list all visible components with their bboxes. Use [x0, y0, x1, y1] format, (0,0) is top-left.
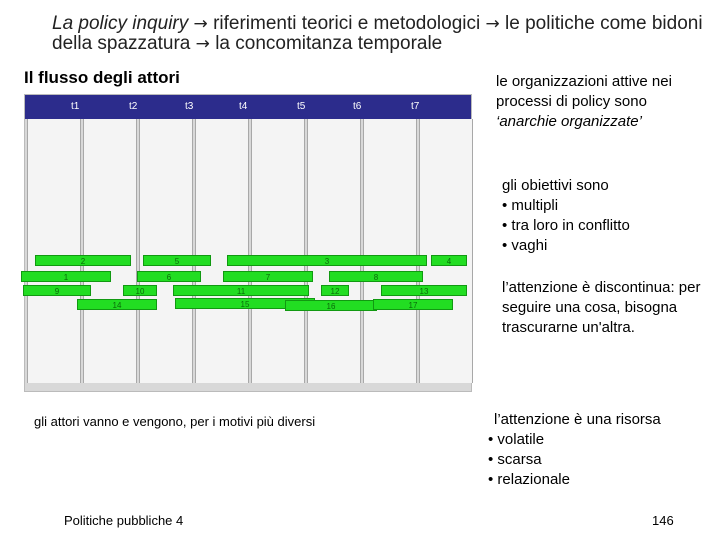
actor-bar: 12	[321, 285, 349, 296]
time-column	[419, 119, 473, 383]
goals-heading: gli obiettivi sono	[502, 177, 609, 194]
arrow-icon: →	[195, 34, 210, 54]
resource-item: • volatile	[488, 431, 545, 448]
title-part-3: le politiche come bidoni della spazzatura	[52, 13, 703, 54]
actor-bar: 8	[329, 271, 423, 282]
diagram-caption: gli attori vanno e vengono, per i motivi più diversi	[34, 414, 316, 429]
time-column	[307, 119, 361, 383]
actor-bar: 2	[35, 255, 131, 266]
time-column	[27, 119, 81, 383]
goal-item: • tra loro in conflitto	[502, 217, 630, 234]
organized-anarchies: ‘anarchie organizzate’	[496, 113, 642, 130]
actor-bar: 4	[431, 255, 467, 266]
resource-item: • scarsa	[488, 451, 542, 468]
actor-bar: 6	[137, 271, 201, 282]
time-column	[363, 119, 417, 383]
title-part-4: la concomitanza temporale	[215, 33, 443, 54]
section-subtitle: Il flusso degli attori	[24, 68, 180, 87]
actor-flow-diagram	[24, 94, 472, 392]
actor-bar: 16	[285, 300, 377, 311]
actor-bar: 10	[123, 285, 157, 296]
actor-bar: 11	[173, 285, 309, 296]
tick-label: t2	[129, 101, 138, 112]
actor-bar: 14	[77, 299, 157, 310]
slide-title	[52, 14, 712, 54]
title-part-2: riferimenti teorici e metodologici	[213, 13, 481, 34]
goal-item: • multipli	[502, 197, 559, 214]
actor-bar: 7	[223, 271, 313, 282]
actor-bar: 3	[227, 255, 427, 266]
page-number: 146	[652, 513, 674, 528]
actor-bar: 5	[143, 255, 211, 266]
time-column	[83, 119, 137, 383]
goals-block	[502, 176, 702, 256]
goal-item: • vaghi	[502, 237, 548, 254]
diagram-header	[25, 95, 471, 119]
tick-label: t4	[239, 101, 248, 112]
actor-bar: 13	[381, 285, 467, 296]
tick-label: t5	[297, 101, 306, 112]
actor-bar: 9	[23, 285, 91, 296]
resource-item: • relazionale	[488, 471, 570, 488]
time-column	[195, 119, 249, 383]
attention-resource-block	[488, 410, 708, 490]
tick-label: t6	[353, 101, 362, 112]
attention-discontinuous: l’attenzione è discontinua: per seguire una cosa, bisogna trascurarne un'altra.	[502, 279, 701, 336]
tick-label: t7	[411, 101, 420, 112]
arrow-icon: →	[485, 14, 500, 34]
tick-label: t3	[185, 101, 194, 112]
time-column	[251, 119, 305, 383]
footer-course: Politiche pubbliche 4	[64, 513, 184, 528]
actor-bar: 17	[373, 299, 453, 310]
time-column	[139, 119, 193, 383]
actor-bar: 15	[175, 298, 315, 309]
organizations-sentence: le organizzazioni attive nei processi di policy sono	[496, 73, 672, 110]
actor-bar: 1	[21, 271, 111, 282]
tick-label: t1	[71, 101, 80, 112]
resource-heading: l’attenzione è una risorsa	[494, 411, 661, 428]
title-policy-inquiry: La policy inquiry	[52, 13, 189, 34]
organizations-text	[496, 72, 696, 132]
arrow-icon: →	[193, 14, 208, 34]
